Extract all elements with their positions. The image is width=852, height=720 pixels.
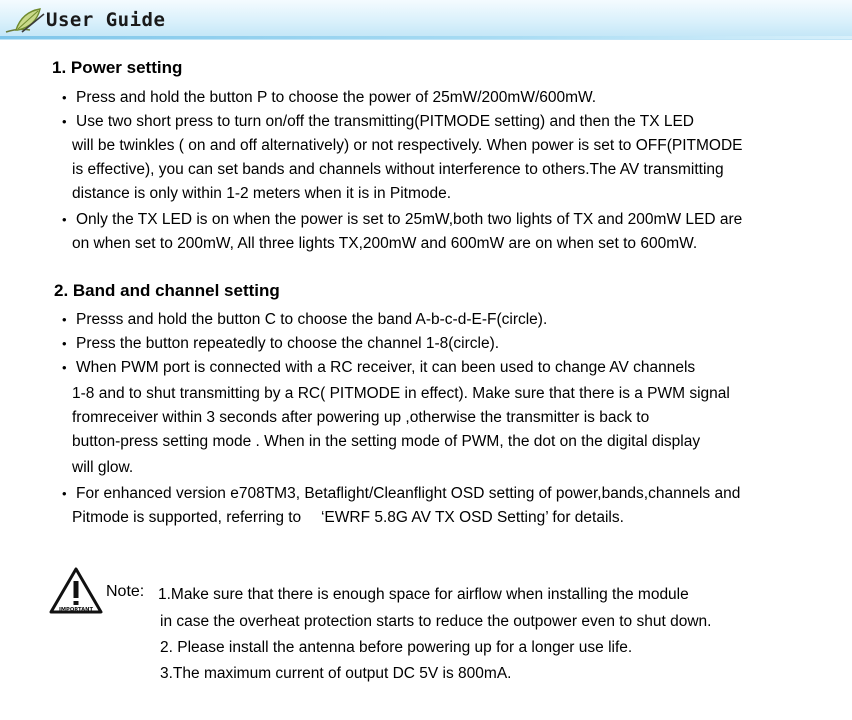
bullet-dot: • [62, 360, 67, 375]
band-bullet-4 [62, 484, 740, 504]
bullet-dot: • [62, 336, 67, 351]
band-bullet-3 [62, 358, 695, 378]
power-line-4: is effective), you can set bands and channels without interference to others.The AV transmitting [72, 161, 724, 178]
band-line-3: When PWM port is connected with a RC receiver, it can been used to change AV channels [76, 359, 696, 376]
power-bullet-2 [62, 112, 694, 132]
important-label: IMPORTANT [58, 607, 94, 613]
power-line-6: Only the TX LED is on when the power is set to 25mW,both two lights of TX and 200mW LED are [76, 211, 743, 228]
note-label: Note: [106, 583, 145, 600]
header-title: User Guide [46, 9, 166, 31]
band-bullet-2 [62, 334, 499, 354]
band-line-4: 1-8 and to shut transmitting by a RC( PITMODE in effect). Make sure that there is a PWM signal [72, 385, 730, 402]
band-line-1: Presss and hold the button C to choose the band A-b-c-d-E-F(circle). [76, 311, 548, 328]
band-line-6: button-press setting mode . When in the setting mode of PWM, the dot on the digital display [72, 433, 701, 450]
power-line-2: Use two short press to turn on/off the transmitting(PITMODE setting) and then the TX LED [76, 113, 694, 130]
power-line-3: will be twinkles ( on and off alternatively) or not respectively. When power is set to OFF(PITMODE [72, 137, 743, 154]
warning-important-icon [48, 566, 104, 616]
band-line-8: For enhanced version e708TM3, Betaflight/Cleanflight OSD setting of power,bands,channels and [76, 485, 741, 502]
band-line-9: Pitmode is supported, referring to ‘EWRF 5.8G AV TX OSD Setting’ for details. [72, 509, 624, 526]
power-line-1: Press and hold the button P to choose the power of 25mW/200mW/600mW. [76, 89, 597, 106]
band-line-5: fromreceiver within 3 seconds after powering up ,otherwise the transmitter is back to [72, 409, 650, 426]
note-line-1: 1.Make sure that there is enough space for airflow when installing the module [158, 586, 689, 603]
note-line-3: 2. Please install the antenna before powering up for a longer use life. [160, 639, 633, 656]
header-underline [0, 36, 852, 39]
section-band-title: 2. Band and channel setting [54, 281, 280, 300]
power-line-5: distance is only within 1-2 meters when it is in Pitmode. [72, 185, 452, 202]
power-line-7: on when set to 200mW, All three lights TX,200mW and 600mW are on when set to 600mW. [72, 235, 698, 252]
band-line-2: Press the button repeatedly to choose the channel 1-8(circle). [76, 335, 500, 352]
bullet-dot: • [62, 90, 67, 105]
bullet-dot: • [62, 212, 67, 227]
bullet-dot: • [62, 486, 67, 501]
band-bullet-1 [62, 310, 547, 330]
band-line-7: will glow. [72, 459, 134, 476]
bullet-dot: • [62, 114, 67, 129]
bullet-dot: • [62, 312, 67, 327]
note-line-2: in case the overheat protection starts to reduce the outpower even to shut down. [160, 613, 712, 630]
power-bullet-3 [62, 210, 742, 230]
section-power-title: 1. Power setting [52, 58, 183, 77]
leaf-pen-icon [4, 6, 48, 36]
note-line-4: 3.The maximum current of output DC 5V is 800mA. [160, 665, 512, 682]
power-bullet-1 [62, 88, 596, 108]
